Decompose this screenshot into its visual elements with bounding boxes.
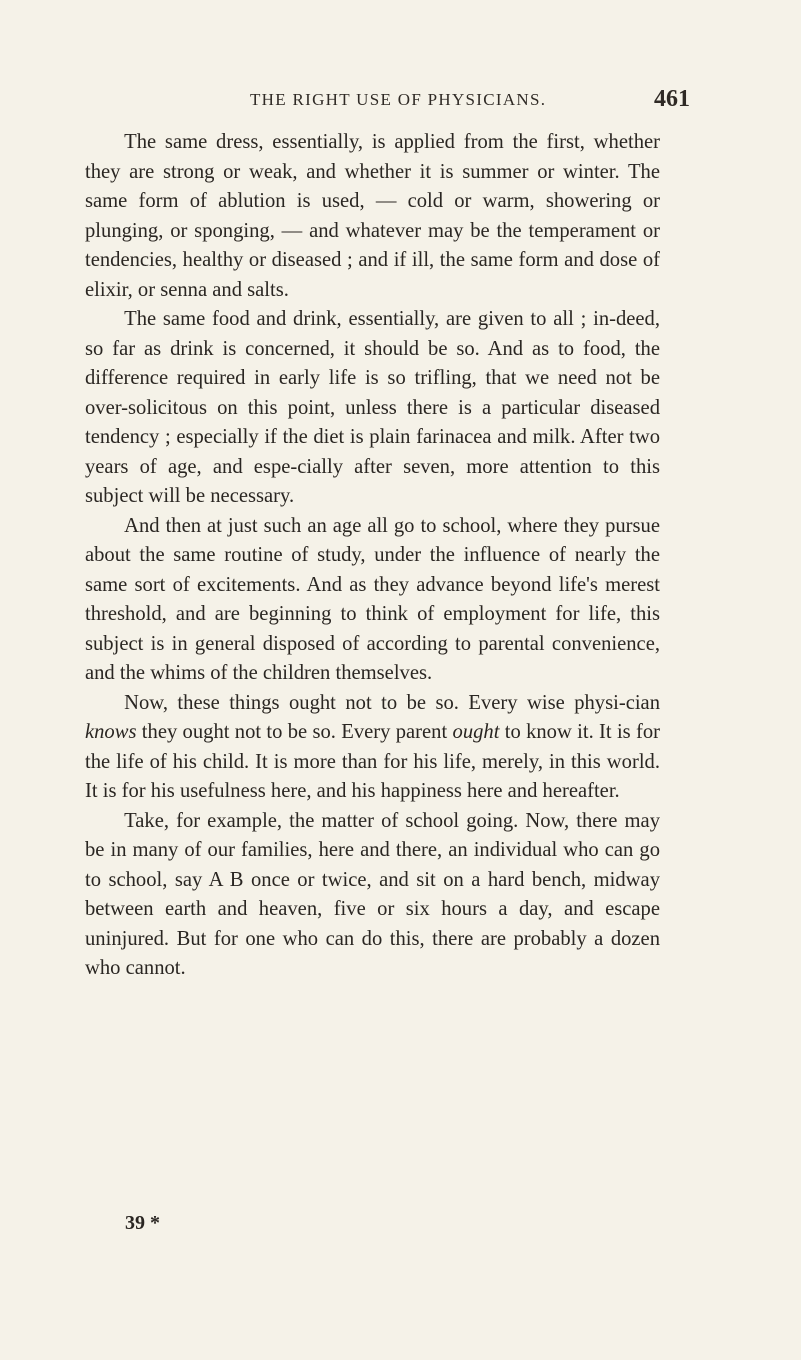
paragraph-5: Take, for example, the matter of school going. Now, there may be in many of our families, here and there, an individual who can go to school, say A B once or twice, and sit on a hard bench, midway between earth and heaven, five or six hours a day, and escape uninjured. But for one who can do this, there are probably a dozen who cannot. [85,809,660,979]
paragraph-2: The same food and drink, essentially, are given to all ; in-deed, so far as drink is concerned, it should be so. And as to food, the difference required in early life is so trifling, that we need not be over-solicitous on this point, unless there is a particular diseased tendency ; especially if the diet is plain farinacea and milk. After two years of age, and espe-cially after seven, more attention to this subject will be necessary. [85,308,660,507]
paragraph-4 [85,689,660,807]
paragraph-4-part-2: they ought not to be so. Every parent [136,721,453,743]
emphasis-ought: ought [452,721,500,743]
body-text [85,128,660,984]
paragraph-1: The same dress, essentially, is applied from the first, whether they are strong or weak, and whether it is summer or winter. The same form of ablution is used, — cold or warm, showering or plunging, or sponging, — and whatever may be the temperament or tendencies, healthy or diseased ; and if ill, the same form and dose of elixir, or senna and salts. [85,131,660,301]
running-head: THE RIGHT USE OF PHYSICIANS. [250,90,547,109]
emphasis-knows: knows [85,721,137,743]
paragraph-4-part-3: to know it. It is for the life of his child. It is more than for his life, merely, in this world. It is for his usefulness here, and his happiness here and hereafter. [85,721,661,802]
paragraph-3: And then at just such an age all go to school, where they pursue about the same routine of study, under the influence of nearly the same sort of excitements. And as they advance beyond life's merest threshold, and are beginning to think of employment for life, this subject is in general disposed of according to parental convenience, and the whims of the children themselves. [85,514,660,684]
paragraph-4-part-1: Now, these things ought not to be so. Every wise physi-cian [124,691,660,714]
page-number: 461 [654,86,690,112]
signature-mark: 39 * [125,1212,160,1234]
